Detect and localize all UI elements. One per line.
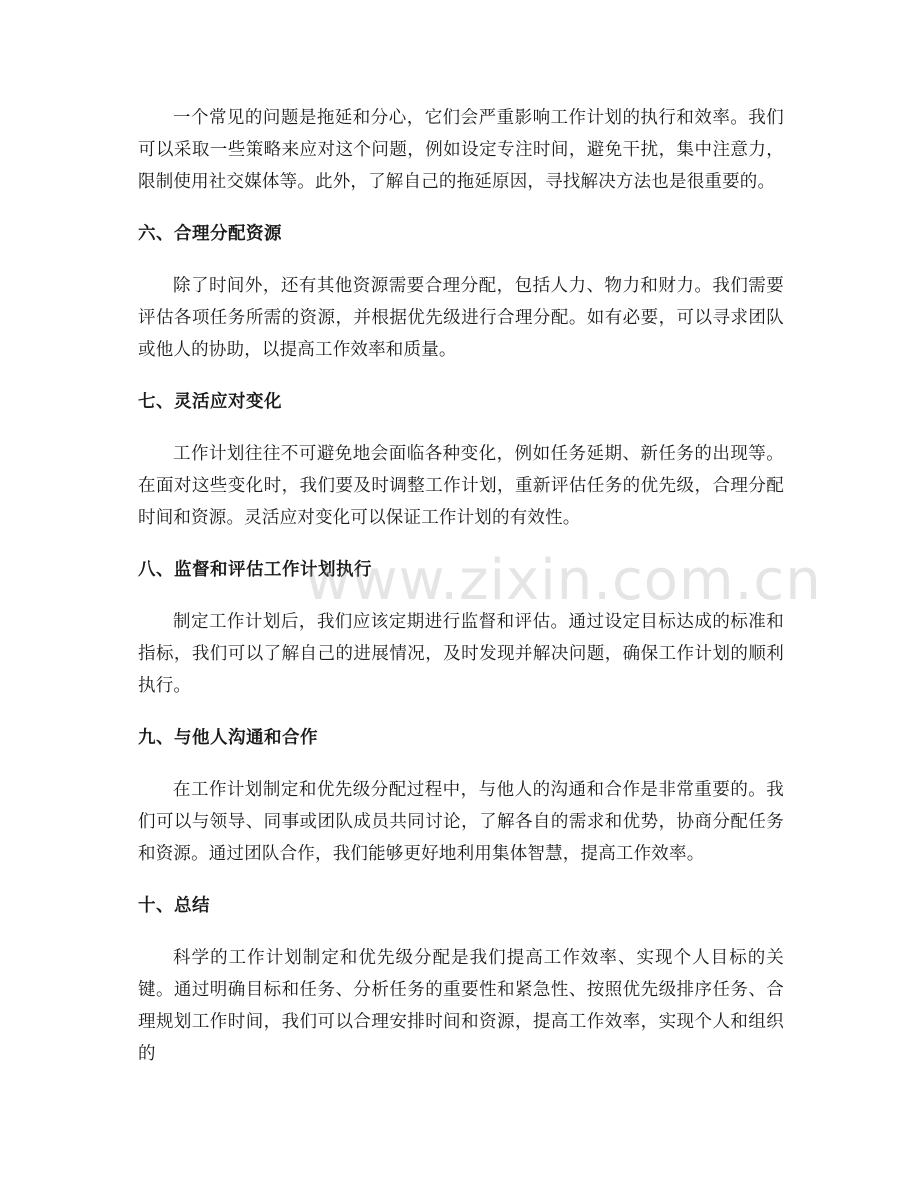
heading-flexibility: 七、灵活应对变化 <box>138 392 282 412</box>
heading-summary: 十、总结 <box>138 896 210 916</box>
heading-resources: 六、合理分配资源 <box>138 224 282 244</box>
watermark: www.zixin.com.cn <box>305 548 822 613</box>
paragraph-monitoring: 制定工作计划后，我们应该定期进行监督和评估。通过设定目标达成的标准和指标，我们可以了解自己的进展情况，及时发现并解决问题，确保工作计划的顺利执行。 <box>138 612 784 696</box>
paragraph-resources: 除了时间外，还有其他资源需要合理分配，包括人力、物力和财力。我们需要评估各项任务所需的资源，并根据优先级进行合理分配。如有必要，可以寻求团队或他人的协助，以提高工作效率和质量。 <box>138 276 784 360</box>
document-body <box>138 102 784 1070</box>
paragraph-communication: 在工作计划制定和优先级分配过程中，与他人的沟通和合作是非常重要的。我们可以与领导、同事或团队成员共同讨论，了解各自的需求和优势，协商分配任务和资源。通过团队合作，我们能够更好地利用集体智慧，提高工作效率。 <box>138 780 784 864</box>
heading-communication: 九、与他人沟通和合作 <box>138 728 318 748</box>
paragraph-flexibility: 工作计划往往不可避免地会面临各种变化，例如任务延期、新任务的出现等。在面对这些变化时，我们要及时调整工作计划，重新评估任务的优先级，合理分配时间和资源。灵活应对变化可以保证工作计划的有效性。 <box>138 444 784 528</box>
paragraph-distraction: 一个常见的问题是拖延和分心，它们会严重影响工作计划的执行和效率。我们可以采取一些策略来应对这个问题，例如设定专注时间，避免干扰，集中注意力，限制使用社交媒体等。此外，了解自己的拖延原因，寻找解决方法也是很重要的。 <box>138 108 784 192</box>
heading-monitoring: 八、监督和评估工作计划执行 <box>138 560 372 580</box>
paragraph-summary: 科学的工作计划制定和优先级分配是我们提高工作效率、实现个人目标的关键。通过明确目标和任务、分析任务的重要性和紧急性、按照优先级排序任务、合理规划工作时间，我们可以合理安排时间和资源，提高工作效率，实现个人和组织的 <box>138 948 784 1064</box>
